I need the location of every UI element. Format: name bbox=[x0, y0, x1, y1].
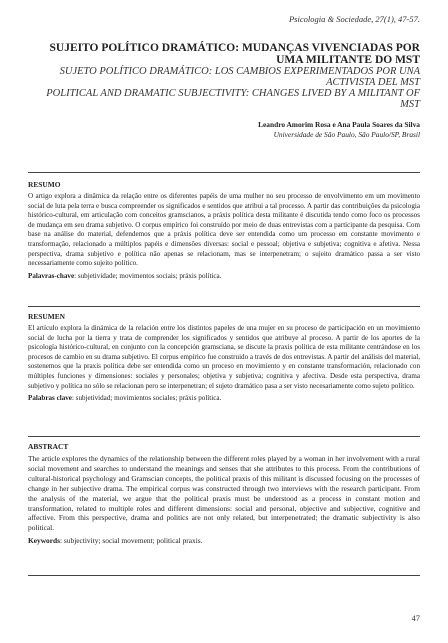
abstract-heading: ABSTRACT bbox=[28, 442, 69, 451]
divider-resumo bbox=[28, 306, 420, 307]
resumen-heading: RESUMEN bbox=[28, 312, 65, 321]
divider-bottom bbox=[28, 575, 420, 576]
abstract-keywords bbox=[28, 536, 420, 546]
title-portuguese: SUJEITO POLÍTICO DRAMÁTICO: MUDANÇAS VIVENCIADAS POR UMA MILITANTE DO MST bbox=[49, 42, 420, 66]
divider-top bbox=[28, 172, 420, 173]
resumo-body: O artigo explora a dinâmica da relação entre os diferentes papéis de uma mulher no seu processo de envolvimento em um movimento social de luta pela terra e busca compreender os significados e sentidos que atribui a tal processo. A partir das contribuições da psicologia histórico-cultural, em articulação com conceitos gramscianos, a práxis política desta militante é discutida tendo como foco os processos de mudança em seu drama subjetivo. O corpus empírico foi construído por meio de duas entrevistas com a participante da pesquisa. Com base na análise do material, defendemos que a práxis política deve ser entendida como um processo em constante movimento e transformação, relacionado a múltiplos papéis e dimensões diversas: social e pessoal; objetiva e subjetiva; cognitiva e afetiva. Nessa perspectiva, drama subjetivo e política não apenas se relacionam, mas se interpenetram; o sujeito dramático passa a ser visto necessariamente como sujeito político. bbox=[28, 192, 420, 268]
divider-resumen bbox=[28, 436, 420, 437]
abstract-keywords-label: Keywords bbox=[28, 536, 61, 546]
abstract-body: The article explores the dynamics of the relationship between the different roles played by a woman in her involvement with a rural social movement and searches to understand the meanings and senses that she attributes to this process. From the contributions of cultural-historical psychology and Gramscian concepts, the political praxis of this militant is discussed focusing on the processes of change in her subjective drama. The empirical corpus was constructed through two interviews with the research participant. From the analysis of the material, we argue that the political praxis must be understood as a process in constant motion and transformation, related to multiple roles and different dimensions: social and personal, objective and subjective, cognitive and affective. From this perspective, drama and politics are not only related, but interpenetrated; the dramatic subjectivity is also political. bbox=[28, 454, 420, 533]
author-block bbox=[258, 120, 420, 139]
resumo-section bbox=[28, 180, 420, 281]
resumo-keywords-label: Palavras-chave bbox=[28, 271, 75, 280]
resumen-keywords-text: : subjetividad; movimientos sociales; práxis política. bbox=[71, 394, 222, 403]
resumen-keywords bbox=[28, 394, 420, 404]
resumen-keywords-label: Palabras clave bbox=[28, 394, 72, 403]
author-names: Leandro Amorim Rosa e Ana Paula Soares da Silva bbox=[258, 120, 420, 129]
abstract-section bbox=[28, 442, 420, 546]
resumen-body: El artículo explora la dinámica de la relación entre los distintos papeles de una mujer en su proceso de participación en un movimiento social de lucha por la tierra y trata de comprender los significados y sentidos que atribuye al proceso. A partir de los aportes de la psicología histórico-cultural, en conjunto con la concepción gramsciana, se discute la praxis política de esta militante centrándose en los procesos de cambio en su drama subjetivo. El corpus empírico fue construido a través de dos entrevistas. A partir del análisis del material, sostenemos que la praxis política debe ser entendida como un proceso en movimiento y en constante transformación, relacionado con múltiples funciones y dimensiones: sociales y personales; objetiva y subjetiva; cognitiva y afectiva. Desde esta perspectiva, drama subjetivo y política no sólo se relacionan pero se interpenetran; el sujeto dramático pasa a ser visto necesariamente como sujeto político. bbox=[28, 324, 420, 390]
abstract-keywords-text: : subjectivity; social movement; political praxis. bbox=[60, 536, 203, 546]
author-affiliation: Universidade de São Paulo, São Paulo/SP, Brasil bbox=[273, 129, 420, 139]
resumo-keywords bbox=[28, 272, 420, 282]
article-titles bbox=[28, 42, 420, 110]
resumo-heading: RESUMO bbox=[28, 180, 61, 189]
running-head: Psicologia & Sociedade, 27(1), 47-57. bbox=[288, 14, 420, 24]
resumo-keywords-text: : subjetividade; movimentos sociais; práxis política. bbox=[74, 271, 222, 280]
page-number: 47 bbox=[411, 613, 420, 623]
title-spanish: SUJETO POLÍTICO DRAMÁTICO: LOS CAMBIOS EXPERIMENTADOS POR UNA ACTIVISTA DEL MST bbox=[59, 66, 420, 88]
resumen-section bbox=[28, 312, 420, 404]
title-english: POLITICAL AND DRAMATIC SUBJECTIVITY: CHANGES LIVED BY A MILITANT OF MST bbox=[46, 88, 420, 110]
